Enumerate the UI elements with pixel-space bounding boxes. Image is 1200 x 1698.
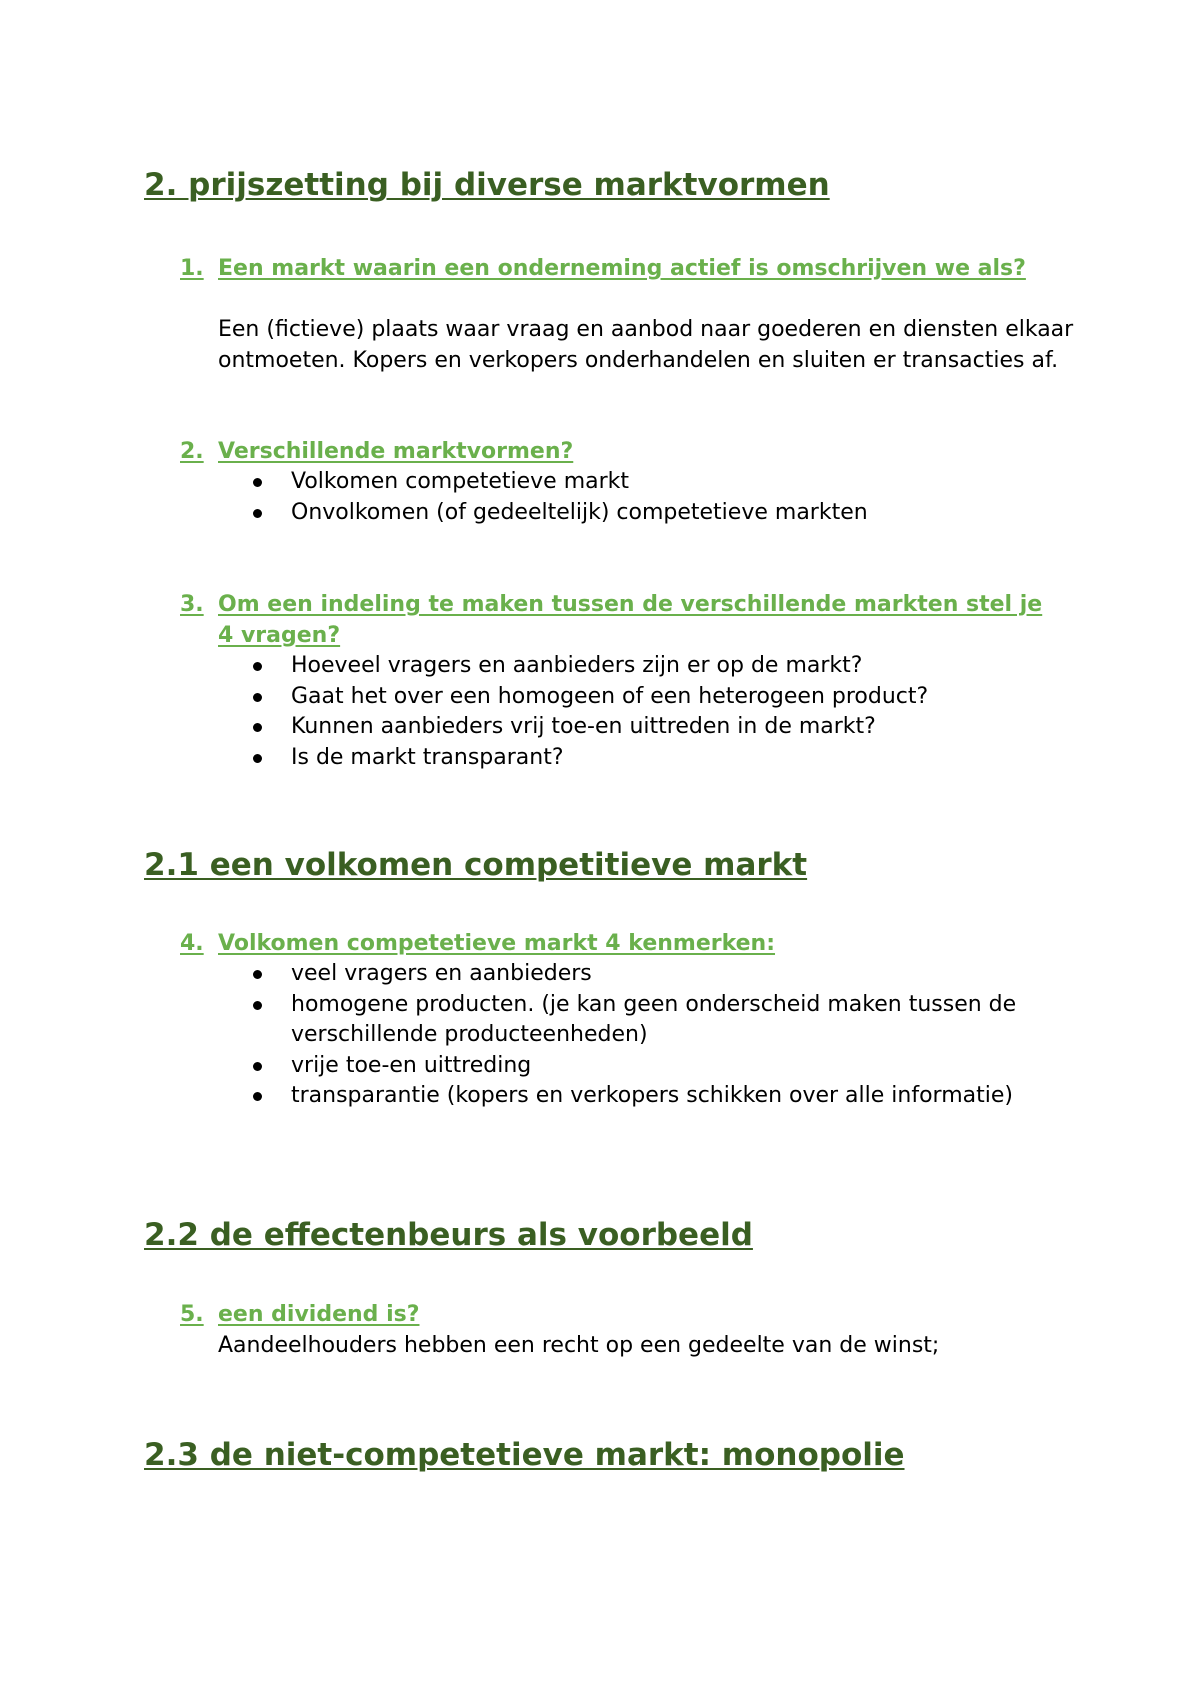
list-item-text: Kunnen aanbieders vrij toe-en uittreden in de markt?: [291, 714, 876, 739]
question-text: Een markt waarin een onderneming actief is omschrijven we als?: [218, 256, 1026, 281]
question-text: een dividend is?: [218, 1302, 420, 1327]
bullet-icon: [253, 1092, 262, 1101]
bullet-list: [218, 959, 1078, 1112]
bullet-icon: [253, 723, 262, 732]
question-4: [180, 929, 1060, 960]
question-3: [180, 590, 1060, 651]
bullet-icon: [253, 970, 262, 979]
bullet-icon: [253, 509, 262, 518]
list-item-text: Is de markt transparant?: [291, 744, 564, 770]
bullet-list: [218, 651, 1078, 773]
list-item-text: vrije toe-en uittreding: [291, 1052, 532, 1078]
question-text: Volkomen competetieve markt 4 kenmerken:: [218, 931, 776, 956]
answer-text: Een (fictieve) plaats waar vraag en aanbod naar goederen en diensten elkaar ontmoeten. Kopers en verkopers onderhandelen en sluiten er transacties af.: [218, 317, 1074, 373]
list-item: [218, 1051, 1078, 1082]
list-item-text: Hoeveel vragers en aanbieders zijn er op de markt?: [291, 653, 863, 678]
list-item: [218, 990, 1078, 1051]
bullet-icon: [253, 693, 262, 702]
question-number: 1.: [180, 256, 204, 281]
bullet-icon: [253, 478, 262, 487]
list-item: [218, 1081, 1078, 1112]
list-item-text: Gaat het over een homogeen of een heterogeen product?: [291, 683, 929, 709]
question-5: [180, 1300, 1060, 1331]
list-item: [218, 743, 1078, 774]
bullet-icon: [253, 1062, 262, 1071]
list-item-text: Volkomen competetieve markt: [291, 469, 630, 494]
list-item: [218, 498, 1078, 529]
section-heading-2-1: 2.1 een volkomen competitieve markt: [144, 847, 808, 883]
list-item: [218, 467, 1078, 498]
bullet-icon: [253, 1001, 262, 1010]
question-text: Om een indeling te maken tussen de verschillende markten stel je 4 vragen?: [218, 592, 1043, 648]
bullet-icon: [253, 754, 262, 763]
bullet-icon: [253, 662, 262, 671]
question-number: 2.: [180, 439, 204, 464]
list-item-text: Onvolkomen (of gedeeltelijk) competetieve markten: [291, 499, 868, 525]
list-item-text: transparantie (kopers en verkopers schikken over alle informatie): [291, 1083, 1013, 1108]
answer-text: Aandeelhouders hebben een recht op een gedeelte van de winst;: [218, 1333, 940, 1358]
list-item: [218, 651, 1078, 682]
question-2: [180, 437, 1060, 468]
question-number: 3.: [180, 592, 204, 617]
list-item-text: veel vragers en aanbieders: [291, 961, 592, 986]
question-number: 5.: [180, 1302, 204, 1327]
section-heading-2: 2. prijszetting bij diverse marktvormen: [144, 167, 830, 203]
list-item-text: homogene producten. (je kan geen onderscheid maken tussen de verschillende producteenheden): [291, 991, 1017, 1047]
section-heading-2-3: 2.3 de niet-competetieve markt: monopolie: [144, 1437, 905, 1473]
question-text: Verschillende marktvormen?: [218, 439, 574, 464]
list-item: [218, 712, 1078, 743]
question-number: 4.: [180, 931, 204, 956]
question-1: [180, 254, 1060, 285]
list-item: [218, 959, 1078, 990]
bullet-list: [218, 467, 1078, 528]
list-item: [218, 682, 1078, 713]
section-heading-2-2: 2.2 de effectenbeurs als voorbeeld: [144, 1217, 753, 1253]
